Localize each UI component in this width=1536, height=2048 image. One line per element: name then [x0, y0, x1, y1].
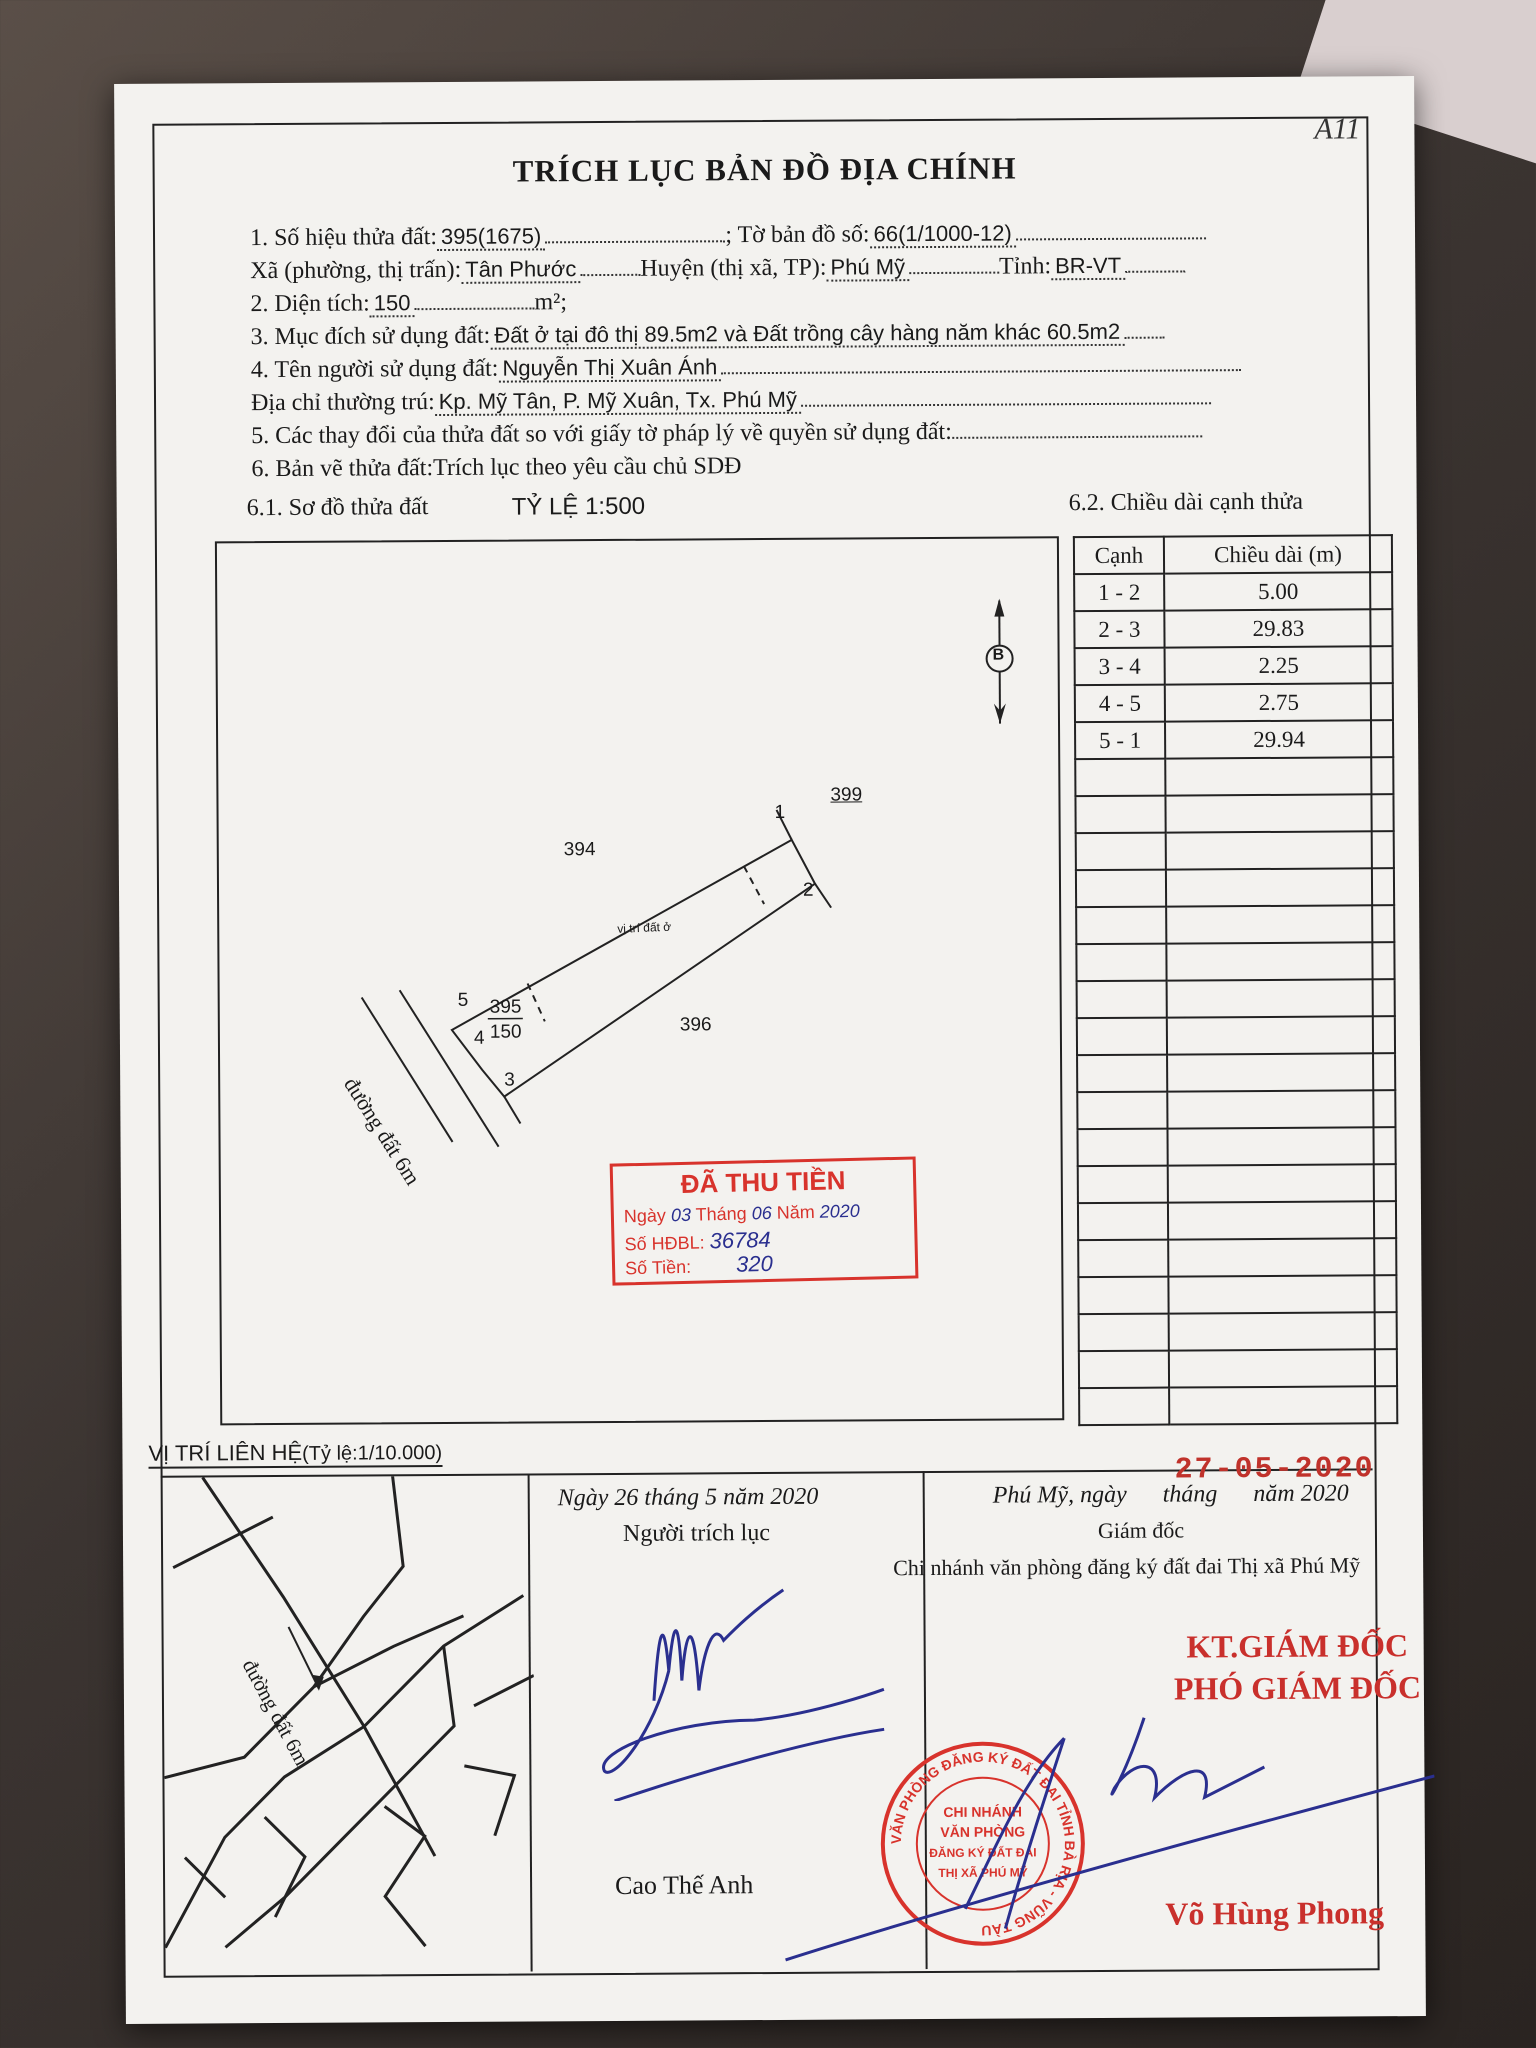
stamp-year: 2020 [819, 1200, 861, 1222]
parcel-number: 395(1675) [437, 223, 545, 251]
document-sheet [114, 76, 1426, 2024]
stamp-invoice: 36784 [709, 1226, 772, 1254]
sheet-label: ; Tờ bản đồ số: [725, 221, 870, 249]
item-6-2-label: 6.2. Chiều dài cạnh thửa [1068, 488, 1304, 517]
empty-row [1078, 1275, 1396, 1314]
table-header-row [1074, 535, 1392, 574]
extractor-name: Cao Thế Anh [615, 1870, 754, 1900]
length-cell: 29.83 [1164, 609, 1392, 647]
length-cell: 2.75 [1165, 683, 1393, 721]
deputy-title-line1: KT.GIÁM ĐỐC [1186, 1627, 1409, 1665]
empty-row [1079, 1349, 1397, 1388]
edge-cell: 5 - 1 [1075, 722, 1165, 760]
parcel-399-label: 399 [830, 784, 863, 806]
division-line [744, 866, 764, 904]
stamp-day: 03 [670, 1204, 692, 1226]
paid-stamp-date [624, 1201, 860, 1228]
empty-row [1075, 794, 1393, 833]
edge-cell: 3 - 4 [1075, 648, 1165, 686]
empty-row [1079, 1312, 1397, 1351]
location-road-label: đường đất 6m [237, 1655, 315, 1770]
land-use-value: Đất ở tại đô thị 89.5m2 và Đất trồng cây hàng năm khác 60.5m2 [490, 319, 1124, 350]
paid-stamp-title: ĐÃ THU TIỀN [680, 1165, 846, 1199]
item-4-label: 4. Tên người sử dụng đất: [250, 355, 499, 384]
location-heading [148, 1439, 442, 1469]
district-value: Phú Mỹ [826, 254, 909, 282]
table-row [1075, 683, 1393, 722]
item-3-row [251, 319, 1165, 352]
item-6-1-label: 6.1. Sơ đồ thửa đất [246, 494, 429, 522]
stamp-year-label: Năm [776, 1201, 815, 1223]
extractor-role: Người trích lục [622, 1520, 771, 1547]
item-6-value: Trích lục theo yêu cầu chủ SDĐ [433, 453, 742, 482]
address-label: Địa chỉ thường trú: [250, 389, 435, 417]
parcel-boundary [451, 840, 817, 1097]
parcel-394-label: 394 [563, 839, 596, 861]
deputy-name: Võ Hùng Phong [1165, 1894, 1385, 1932]
handwritten-annotation: A11 [1314, 112, 1361, 146]
table-row [1074, 572, 1392, 611]
item-6-label: 6. Bản vẽ thửa đất: [251, 455, 434, 483]
address-value: Kp. Mỹ Tân, P. Mỹ Xuân, Tx. Phú Mỹ [435, 387, 801, 416]
director-role: Giám đốc [1097, 1517, 1185, 1544]
length-cell: 2.25 [1165, 646, 1393, 684]
district-label: Huyện (thị xã, TP): [640, 254, 827, 282]
column-header-length: Chiều dài (m) [1164, 535, 1392, 573]
empty-row [1075, 757, 1393, 796]
document-title: TRÍCH LỤC BẢN ĐỒ ĐỊA CHÍNH [512, 150, 1017, 189]
road-edge [400, 990, 499, 1148]
parcel-395-label: 395 [489, 996, 522, 1018]
stamp-month-label: Tháng [695, 1203, 747, 1225]
table-row [1075, 646, 1393, 685]
empty-row [1076, 831, 1394, 870]
edge-cell: 4 - 5 [1075, 685, 1165, 723]
item-5-label: 5. Các thay đổi của thửa đất so với giấy tờ pháp lý về quyền sử dụng đất: [251, 418, 952, 450]
received-date-stamp: 27-05-2020 [1174, 1452, 1375, 1488]
seal-center-3: ĐĂNG KÝ ĐẤT ĐAI [929, 1845, 1037, 1861]
empty-row [1077, 979, 1395, 1018]
director-signature [744, 1696, 1436, 1980]
north-label: B [992, 646, 1005, 664]
stamp-month: 06 [751, 1202, 772, 1224]
location-label: VỊ TRÍ LIÊN HỆ [148, 1439, 303, 1466]
item-2-label: 2. Diện tích: [250, 290, 370, 318]
column-header-edge: Cạnh [1074, 537, 1164, 575]
empty-row [1077, 1053, 1395, 1092]
vertex-5: 5 [457, 989, 469, 1011]
edge-cell: 1 - 2 [1074, 574, 1164, 612]
division-line [528, 983, 545, 1021]
empty-row [1079, 1386, 1397, 1425]
area-value: 150 [370, 290, 415, 317]
item-3-label: 3. Mục đích sử dụng đất: [250, 322, 491, 351]
location-map [163, 1475, 536, 1971]
deputy-title-line2: PHÓ GIÁM ĐỐC [1173, 1669, 1422, 1707]
length-cell: 29.94 [1165, 720, 1393, 758]
empty-row [1078, 1238, 1396, 1277]
table-row [1075, 720, 1393, 759]
empty-row [1077, 1127, 1395, 1166]
province-value: BR-VT [1051, 253, 1125, 280]
area-unit: m²; [534, 289, 568, 316]
seal-center-1: CHI NHÁNH [943, 1803, 1022, 1820]
location-scale: (Tỷ lệ:1/10.000) [302, 1442, 443, 1465]
edge-length-table [1073, 534, 1398, 1426]
sheet-number: 66(1/1000-12) [869, 220, 1015, 248]
parcel-map [215, 536, 1064, 1425]
vertex-4: 4 [473, 1027, 485, 1049]
item-1-label: 1. Số hiệu thửa đất: [249, 224, 438, 252]
vertex-1: 1 [774, 801, 786, 823]
seal-ring-text: VĂN PHÒNG ĐĂNG KÝ ĐẤT ĐAI TỈNH BÀ RỊA - VŨNG TÀU [887, 1748, 1078, 1939]
stamp-amount: 320 [735, 1250, 774, 1277]
item-2-row [250, 289, 567, 318]
empty-row [1076, 905, 1394, 944]
extractor-date: Ngày 26 tháng 5 năm 2020 [557, 1483, 819, 1512]
province-label: Tỉnh: [999, 253, 1052, 280]
director-office: Chi nhánh văn phòng đăng ký đất đai Thị xã Phú Mỹ [893, 1552, 1361, 1581]
road-label: đường đất 6m [339, 1072, 426, 1190]
empty-row [1076, 942, 1394, 981]
vertex-3: 3 [504, 1069, 515, 1091]
empty-row [1078, 1201, 1396, 1240]
paid-stamp [610, 1156, 919, 1285]
table-row [1074, 609, 1392, 648]
seal-center-4: THỊ XÃ PHÚ MỸ [938, 1865, 1028, 1880]
vertex-2: 2 [802, 879, 814, 901]
map-scale: TỶ LỆ 1:500 [511, 492, 646, 521]
edge-cell: 2 - 3 [1074, 611, 1164, 649]
length-cell: 5.00 [1164, 572, 1392, 610]
stamp-invoice-label: Số HĐBL: [624, 1232, 705, 1255]
parcel-396-label: 396 [679, 1014, 712, 1036]
commune-value: Tân Phước [461, 256, 580, 284]
director-place-date: Phú Mỹ, ngày tháng năm 2020 [992, 1480, 1349, 1509]
empty-row [1077, 1016, 1395, 1055]
parcel-map-drawing [217, 538, 1062, 1423]
item-6-row [251, 453, 741, 483]
commune-label: Xã (phường, thị trấn): [250, 256, 462, 285]
paid-stamp-amount [625, 1251, 773, 1280]
empty-row [1076, 868, 1394, 907]
empty-row [1078, 1164, 1396, 1203]
commune-row [250, 252, 1185, 285]
seal-center-2: VĂN PHÒNG [940, 1823, 1026, 1840]
parcel-area-label: 150 [489, 1021, 522, 1043]
owner-name: Nguyễn Thị Xuân Ánh [498, 354, 721, 382]
residential-label: vị trí đất ở [616, 919, 672, 936]
empty-row [1077, 1090, 1395, 1129]
stamp-day-label: Ngày [623, 1205, 667, 1227]
stamp-amount-label: Số Tiền: [624, 1256, 692, 1279]
